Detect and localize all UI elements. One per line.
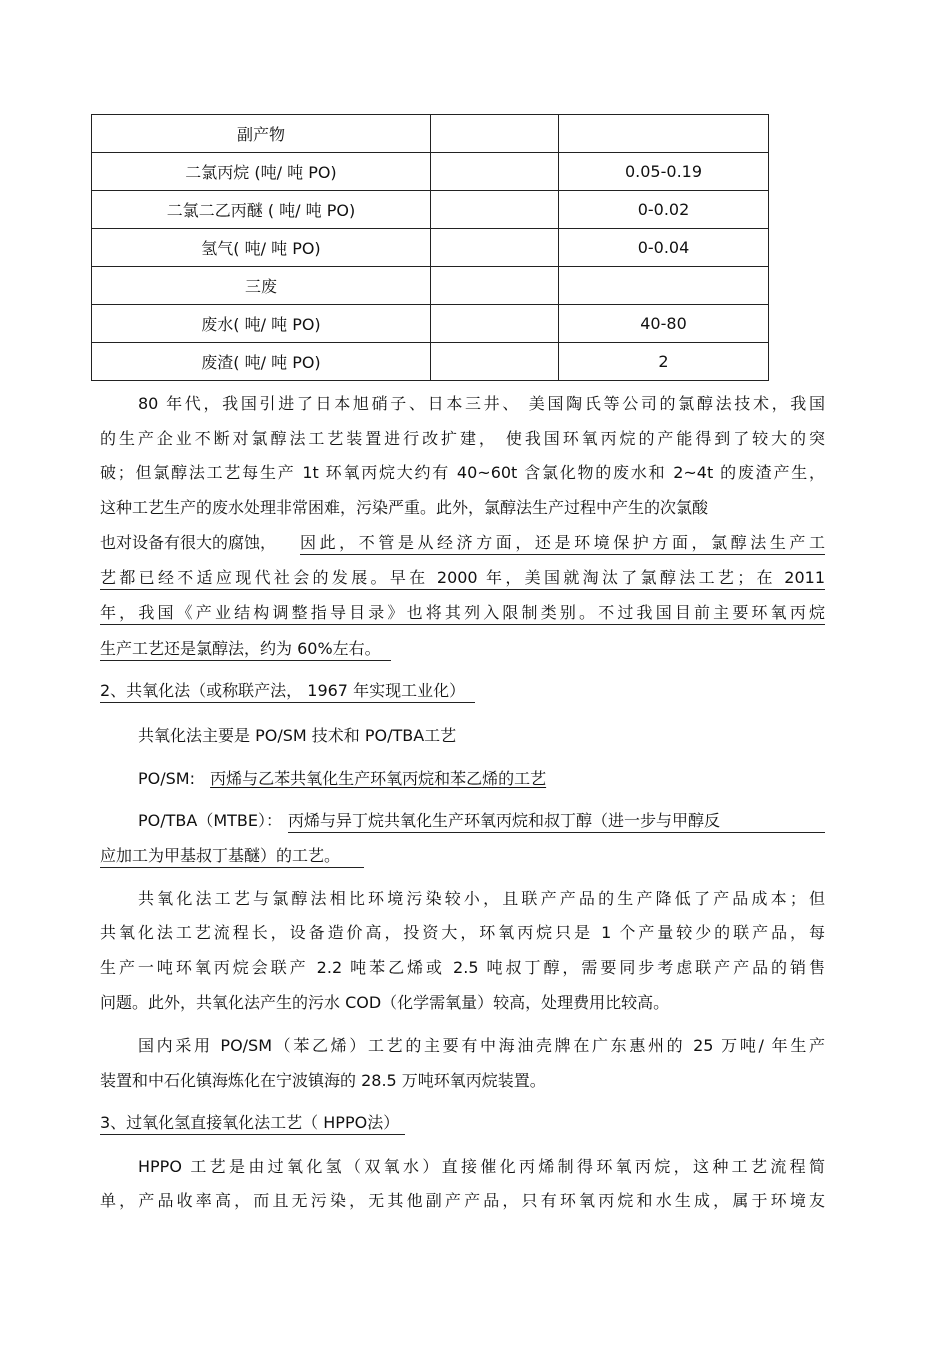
- paragraph-line: [100, 602, 825, 625]
- paragraph-line: 生产一吨环氧丙烷会联产 2.2 吨苯乙烯或 2.5 吨叔丁醇，需要同步考虑联产产品的销售: [100, 958, 825, 977]
- underlined-text: 生产工艺还是氯醇法，约为 60%左右。: [100, 638, 391, 661]
- underlined-text: 年，我国《产业结构调整指导目录》也将其列入限制类别。不过我国目前主要环氧丙烷: [100, 602, 825, 625]
- paragraph-line: HPPO 工艺是由过氧化氢（双氧水）直接催化丙烯制得环氧丙烷，这种工艺流程简: [138, 1157, 825, 1176]
- paragraph-line: [138, 768, 825, 790]
- table-row: [92, 305, 769, 343]
- table-cell: [559, 115, 769, 153]
- paragraph-line: 破；但氯醇法工艺每生产 1t 环氧丙烷大约有 40~60t 含氯化物的废水和 2~4t 的废渣产生，: [100, 463, 825, 482]
- table-cell: 废渣( 吨/ 吨 PO): [92, 343, 431, 381]
- table-row: [92, 153, 769, 191]
- po-sm-description: 丙烯与乙苯共氧化生产环氧丙烷和苯乙烯的工艺: [210, 769, 547, 788]
- table-row: [92, 229, 769, 267]
- table-cell: 0-0.02: [559, 191, 769, 229]
- section-heading: [100, 1112, 825, 1135]
- paragraph-line: 共氧化法工艺与氯醇法相比环境污染较小，且联产产品的生产降低了产品成本；但: [138, 889, 825, 908]
- table-cell: [559, 267, 769, 305]
- table-cell: 0-0.04: [559, 229, 769, 267]
- section-heading: [100, 680, 825, 703]
- table-cell: [431, 343, 559, 381]
- underlined-text: 应加工为甲基叔丁基醚）的工艺。: [100, 845, 364, 868]
- table-cell: [431, 267, 559, 305]
- table-cell: [431, 115, 559, 153]
- paragraph-text: 也对设备有很大的腐蚀，: [100, 533, 277, 552]
- paragraph-line: 问题。此外，共氧化法产生的污水 COD（化学需氧量）较高，处理费用比较高。: [100, 993, 670, 1012]
- paragraph-line: [100, 638, 825, 661]
- underlined-text: 艺都已经不适应现代社会的发展。早在 2000 年，美国就淘汰了氯醇法工艺；在 2011: [100, 567, 825, 590]
- paragraph-line: 共氧化法主要是 PO/SM 技术和 PO/TBA工艺: [138, 726, 457, 745]
- paragraph-line: [100, 845, 825, 868]
- table-row: [92, 191, 769, 229]
- heading-text: 3、过氧化氢直接氧化法工艺（ HPPO法）: [100, 1112, 405, 1135]
- table-cell: 2: [559, 343, 769, 381]
- table-cell: 废水( 吨/ 吨 PO): [92, 305, 431, 343]
- table-cell: [431, 191, 559, 229]
- paragraph-line: [138, 810, 825, 833]
- paragraph-line: [100, 532, 825, 555]
- paragraph-line: 的生产企业不断对氯醇法工艺装置进行改扩建， 使我国环氧丙烷的产能得到了较大的突: [100, 429, 825, 448]
- table-row: [92, 267, 769, 305]
- po-tba-label: PO/TBA（MTBE）：: [138, 811, 282, 830]
- table-cell: 0.05-0.19: [559, 153, 769, 191]
- paragraph-line: 这种工艺生产的废水处理非常困难，污染严重。此外，氯醇法生产过程中产生的次氯酸: [100, 498, 709, 517]
- underlined-text: 因此，不管是从经济方面，还是环境保护方面，氯醇法生产工: [300, 532, 825, 555]
- table-row: [92, 115, 769, 153]
- table-cell: [431, 305, 559, 343]
- table-cell: 氢气( 吨/ 吨 PO): [92, 229, 431, 267]
- table-cell: 40-80: [559, 305, 769, 343]
- paragraph-line: 装置和中石化镇海炼化在宁波镇海的 28.5 万吨环氧丙烷装置。: [100, 1071, 546, 1090]
- po-tba-description: 丙烯与异丁烷共氧化生产环氧丙烷和叔丁醇（进一步与甲醇反: [288, 810, 825, 833]
- paragraph-line: [100, 567, 825, 590]
- table-cell: 三废: [92, 267, 431, 305]
- paragraph-line: 80 年代，我国引进了日本旭硝子、日本三井、 美国陶氏等公司的氯醇法技术，我国: [138, 394, 825, 413]
- table-cell: [431, 229, 559, 267]
- table-cell: 二氯二乙丙醚 ( 吨/ 吨 PO): [92, 191, 431, 229]
- table-cell: 副产物: [92, 115, 431, 153]
- heading-text: 2、共氧化法（或称联产法， 1967 年实现工业化）: [100, 680, 475, 703]
- paragraph-line: 共氧化法工艺流程长，设备造价高，投资大，环氧丙烷只是 1 个产量较少的联产品，每: [100, 923, 825, 942]
- paragraph-line: 国内采用 PO/SM（苯乙烯）工艺的主要有中海油壳牌在广东惠州的 25 万吨/ 年生产: [138, 1036, 825, 1055]
- byproduct-table: [91, 114, 769, 381]
- table-row: [92, 343, 769, 381]
- po-sm-label: PO/SM:: [138, 769, 195, 788]
- paragraph-line: 单，产品收率高，而且无污染，无其他副产产品，只有环氧丙烷和水生成，属于环境友: [100, 1191, 825, 1210]
- table-cell: 二氯丙烷 (吨/ 吨 PO): [92, 153, 431, 191]
- table-cell: [431, 153, 559, 191]
